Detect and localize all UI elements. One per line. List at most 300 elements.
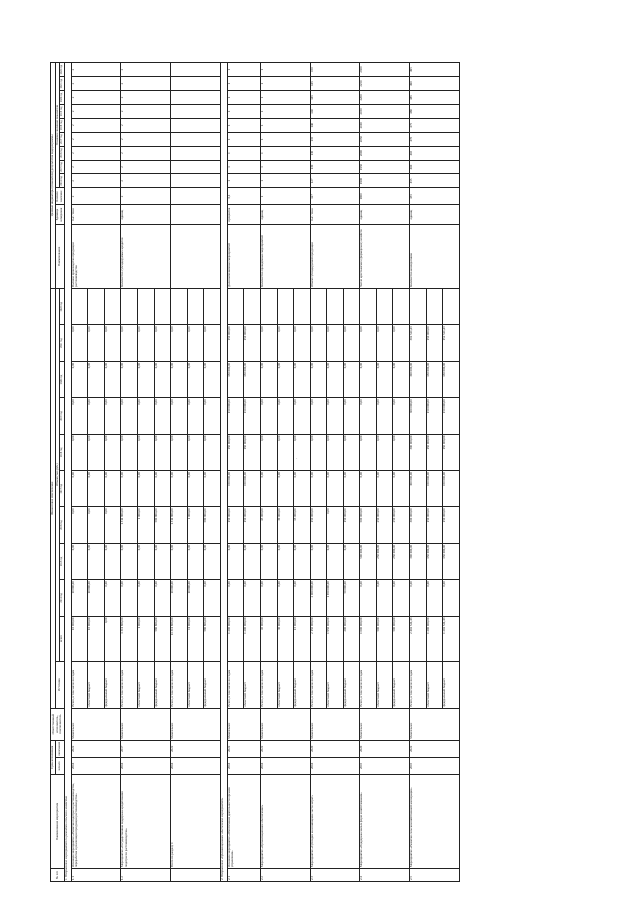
row-amount: 45 000,00	[260, 616, 277, 661]
row-amount-extra	[121, 288, 138, 324]
row-num: 2.3	[310, 869, 360, 882]
col-financing: Финансовое обеспечение	[51, 288, 56, 708]
row-name: Всего по разделу 1	[171, 774, 221, 868]
row-amount: 0,00	[310, 361, 327, 397]
row-amount: 0,00	[88, 471, 105, 507]
row-amount-extra	[104, 288, 121, 324]
row-num: 2.1	[227, 869, 260, 882]
col-ind-year: 2021 год	[60, 77, 65, 91]
row-amount: 0,00	[171, 361, 188, 397]
row-amount: 0,00	[71, 543, 88, 579]
row-unit: тыс. тонн	[310, 205, 360, 224]
landscape-table-wrapper	[50, 62, 460, 882]
row-amount: 1 000,00	[138, 616, 155, 661]
row-name: Основное мероприятие «Обеспечение деятельности органов управления»	[227, 774, 260, 868]
row-amount: 0,00	[327, 325, 344, 361]
col-dates: Срок исполнения	[51, 740, 56, 774]
row-target: 2	[121, 174, 171, 188]
row-amount: 0,00	[294, 434, 311, 470]
row-amount: 0,00	[204, 434, 221, 470]
row-amount: 0,00	[393, 471, 410, 507]
row-amount: 0,00	[426, 580, 443, 616]
row-amount: 0,00	[171, 543, 188, 579]
row-amount: 0,00	[244, 580, 261, 616]
row-amount: 15 000,00	[294, 616, 311, 661]
table-row	[71, 63, 88, 882]
row-amount: 0,00	[294, 325, 311, 361]
row-amount-extra	[171, 288, 188, 324]
row-target: 2	[121, 146, 171, 160]
row-target: 130	[310, 160, 360, 174]
row-amount: 0,00	[104, 507, 121, 543]
row-end: 2020	[310, 740, 360, 757]
col-ind-name: Наименование	[55, 224, 64, 288]
row-amount: 0,00	[187, 325, 204, 361]
row-amount: 580 806,00	[154, 507, 171, 543]
row-target: 1900	[360, 174, 410, 188]
row-source: областной бюджет	[138, 661, 155, 708]
row-indicator: Количество субсидируемых кредитов	[121, 224, 171, 288]
col-executor: Ответственный исполнитель, соисполнитель	[51, 708, 65, 740]
table-row	[410, 63, 427, 882]
row-amount: 250 000,00	[376, 543, 393, 579]
row-amount: 0,00	[138, 471, 155, 507]
row-amount: 150 000,00	[227, 507, 244, 543]
program-table	[50, 62, 460, 882]
row-amount: 10 000,00	[71, 616, 88, 661]
row-target: 2050	[360, 132, 410, 146]
row-amount: 150 000,00	[426, 471, 443, 507]
row-amount: 0,00	[154, 361, 171, 397]
row-amount: 1 200 000,00	[244, 616, 261, 661]
row-amount: 11 000,00	[187, 616, 204, 661]
row-amount: 150 000,00	[244, 471, 261, 507]
row-amount: 0,00	[121, 398, 138, 434]
row-source: Всего, в том числе по годам	[121, 661, 138, 708]
row-name: Мероприятие «Развитие сельскохозяйственной кооперации»	[410, 774, 460, 868]
row-amount: 0,00	[138, 325, 155, 361]
row-target: 135	[310, 132, 360, 146]
row-amount: 0,00	[204, 361, 221, 397]
row-amount: 2 402 521,43	[410, 616, 427, 661]
row-target	[171, 160, 221, 174]
row-amount-extra	[360, 288, 377, 324]
row-target: 2200	[360, 91, 410, 105]
row-amount: 0,00	[71, 471, 88, 507]
row-amount-extra	[244, 288, 261, 324]
row-target	[171, 132, 221, 146]
row-amount: 0,00	[104, 361, 121, 397]
row-end: 2017	[121, 740, 171, 757]
row-amount: 0,00	[310, 325, 327, 361]
row-amount: 500 000,00	[393, 616, 410, 661]
col-fin-year: 2022 год	[60, 288, 65, 324]
row-base: 1900	[360, 188, 410, 205]
row-amount: 150 000,00	[227, 325, 244, 361]
row-target: 2	[71, 91, 121, 105]
row-amount: 0,00	[171, 398, 188, 434]
row-source: федеральный бюджет	[443, 661, 460, 708]
row-amount: 200 000,00	[343, 616, 360, 661]
row-amount: 150 000,00	[227, 434, 244, 470]
row-indicator: Количество проведённых мероприятий	[260, 224, 310, 288]
col-unit: Единица измерения	[55, 205, 64, 224]
row-amount: 0,00	[121, 543, 138, 579]
row-target: 2	[71, 77, 121, 91]
table-row	[227, 63, 244, 882]
row-amount: 0,00	[154, 471, 171, 507]
row-amount: 0,00	[360, 471, 377, 507]
row-executor: Минсельхоз	[260, 708, 310, 740]
col-name: Наименование мероприятия	[51, 774, 65, 868]
row-amount: 50 000,00	[343, 580, 360, 616]
row-amount: 150 000,00	[227, 471, 244, 507]
row-amount: 150 000,00	[443, 507, 460, 543]
row-amount: 150 000,00	[244, 361, 261, 397]
row-target: 2	[121, 118, 171, 132]
row-num: 2.4	[360, 869, 410, 882]
row-indicator	[171, 224, 221, 288]
row-amount: 10 000,00	[71, 580, 88, 616]
row-source: областной бюджет	[277, 661, 294, 708]
row-amount: 0,00	[244, 543, 261, 579]
row-amount: 0,00	[310, 471, 327, 507]
row-amount: 0,00	[121, 434, 138, 470]
row-target: 1	[227, 174, 260, 188]
row-amount: 250 000,00	[393, 543, 410, 579]
row-target: 1	[260, 146, 310, 160]
row-amount: 1 000,00	[187, 507, 204, 543]
row-amount: 0,00	[187, 471, 204, 507]
row-amount: 0,00	[376, 361, 393, 397]
row-amount: 1 311 806,00	[121, 616, 138, 661]
col-ind-year: 2020 год	[60, 91, 65, 105]
row-amount: 0,00	[204, 325, 221, 361]
row-amount-extra	[410, 288, 427, 324]
row-amount: 0,00	[171, 471, 188, 507]
row-amount: 150 000,00	[227, 361, 244, 397]
row-num: 2.5	[410, 869, 460, 882]
row-target: 1	[227, 118, 260, 132]
row-amount: 0,00	[154, 543, 171, 579]
row-amount: 0,00	[227, 580, 244, 616]
row-amount: 0,00	[88, 434, 105, 470]
row-target: 2300	[360, 63, 410, 77]
row-amount: 580 806,00	[204, 507, 221, 543]
row-amount-extra	[204, 288, 221, 324]
row-target: 1	[227, 91, 260, 105]
row-source: областной бюджет	[327, 661, 344, 708]
row-source: Всего, в том числе по годам	[171, 661, 188, 708]
row-amount: 0,00	[88, 543, 105, 579]
row-amount: 0,00	[294, 471, 311, 507]
col-ind-year: 2022 год	[60, 63, 65, 77]
row-base: 0,1	[227, 188, 260, 205]
row-source: Всего, в том числе по годам	[360, 661, 377, 708]
row-amount: 150 000,00	[443, 543, 460, 579]
row-amount: 0,00	[376, 580, 393, 616]
row-target: 2	[121, 132, 171, 146]
row-amount: 0,00	[71, 361, 88, 397]
row-target	[171, 91, 221, 105]
row-target: 455	[410, 174, 460, 188]
col-end: окончание	[55, 740, 64, 757]
row-amount: 500 000,00	[360, 543, 377, 579]
row-amount: 0,00	[327, 543, 344, 579]
row-amount: 0,00	[104, 398, 121, 434]
row-base: 1	[260, 188, 310, 205]
row-name: Основное мероприятие «Развитие подотрасли растениеводства, переработки и реализации продукции растениеводства»	[71, 774, 121, 868]
row-amount-extra	[426, 288, 443, 324]
row-amount: 500 000,00	[376, 616, 393, 661]
row-amount-extra	[376, 288, 393, 324]
row-source: федеральный бюджет	[393, 661, 410, 708]
row-amount: 0,00	[410, 580, 427, 616]
row-source: областной бюджет	[426, 661, 443, 708]
table-row	[171, 63, 188, 882]
row-amount: 150 000,00	[443, 434, 460, 470]
row-unit: процентов	[227, 205, 260, 224]
row-amount: 150 000,00	[426, 543, 443, 579]
row-target: 1	[260, 174, 310, 188]
row-amount: 15 000,00	[294, 507, 311, 543]
row-amount: 150 000,00	[443, 398, 460, 434]
row-source: федеральный бюджет	[294, 661, 311, 708]
row-amount: 0,00	[138, 434, 155, 470]
row-amount: 0,00	[104, 543, 121, 579]
row-start: 2014	[260, 757, 310, 774]
row-target: 1	[260, 104, 310, 118]
row-amount: 0,00	[138, 580, 155, 616]
row-amount-extra	[187, 288, 204, 324]
col-ind-sub: Плановое значение показателя	[55, 63, 60, 188]
row-target: 2250	[360, 77, 410, 91]
row-end: 2022	[171, 740, 221, 757]
row-amount: 0,00	[310, 434, 327, 470]
row-unit	[171, 205, 221, 224]
row-target: 2	[121, 104, 171, 118]
row-amount: 1 200 000,00	[227, 616, 244, 661]
row-amount: 11 311 806,00	[171, 616, 188, 661]
row-start: 2015	[410, 757, 460, 774]
row-source: федеральный бюджет	[154, 661, 171, 708]
col-ind-year: 2018 год	[60, 118, 65, 132]
row-amount-extra	[277, 288, 294, 324]
row-source: Всего, в том числе по годам	[260, 661, 277, 708]
row-target: 1	[260, 91, 310, 105]
row-target: 2000	[360, 146, 410, 160]
row-amount: 0,00	[360, 398, 377, 434]
row-amount: 300 000,00	[410, 507, 427, 543]
row-base: 127	[310, 188, 360, 205]
row-amount: 302 521,43	[410, 325, 427, 361]
row-amount: 0,00	[376, 325, 393, 361]
row-amount: 0,00	[121, 580, 138, 616]
row-amount: 0,00	[310, 398, 327, 434]
row-base: 455	[410, 188, 460, 205]
col-fin-year: 2021 год	[60, 325, 65, 361]
row-source: федеральный бюджет	[204, 661, 221, 708]
row-amount: 0,00	[187, 398, 204, 434]
row-target	[171, 63, 221, 77]
col-ind-year: 2015 год	[60, 160, 65, 174]
table-body	[64, 63, 459, 882]
row-amount: 300 000,00	[410, 361, 427, 397]
col-ind-year: 2014 год	[60, 174, 65, 188]
row-target: 475	[410, 118, 460, 132]
row-amount: 0,00	[376, 434, 393, 470]
row-name: Мероприятие «Государственная поддержка кредитования подотрасли растениеводства»	[121, 774, 171, 868]
row-amount: 0,00	[343, 398, 360, 434]
row-amount: 150 000,00	[426, 325, 443, 361]
row-amount: 10 000,00	[187, 580, 204, 616]
row-base: 2	[121, 188, 171, 205]
row-start: 2014	[171, 757, 221, 774]
row-amount: 0,00	[71, 398, 88, 434]
row-amount-extra	[327, 288, 344, 324]
row-amount: 0,00	[294, 361, 311, 397]
col-ind-year: 2017 год	[60, 132, 65, 146]
row-amount: 0,00	[294, 543, 311, 579]
row-amount: 1 950 000,00	[327, 580, 344, 616]
row-amount: 1 000 000,00	[360, 616, 377, 661]
row-amount: 0,00	[204, 398, 221, 434]
row-amount: 0,00	[393, 361, 410, 397]
row-indicator: Количество кооперативов	[410, 224, 460, 288]
row-target: 460	[410, 160, 460, 174]
row-amount: 0,00	[277, 361, 294, 397]
row-amount: 580 806,00	[154, 616, 171, 661]
row-end: 2022	[260, 740, 310, 757]
row-amount: 300 000,00	[410, 434, 427, 470]
row-amount: 0,00	[171, 325, 188, 361]
row-amount: 150 000,00	[244, 507, 261, 543]
row-base: 2	[71, 188, 121, 205]
row-amount: 2 150 000,00	[310, 616, 327, 661]
row-amount: 0,00	[104, 580, 121, 616]
row-target: 1	[227, 132, 260, 146]
col-fin-year: 2014 год	[60, 580, 65, 616]
row-amount: 45 000,00	[260, 507, 277, 543]
row-amount: 580 806,00	[204, 616, 221, 661]
row-amount: 0,00	[104, 471, 121, 507]
row-num: 1.2	[121, 869, 171, 882]
row-amount: 0,00	[327, 471, 344, 507]
row-unit: тыс. тонн	[71, 205, 121, 224]
col-total: всего	[60, 616, 65, 661]
row-amount: 0,00	[277, 543, 294, 579]
row-amount: 0,00	[71, 434, 88, 470]
row-executor: Минсельхоз	[71, 708, 121, 740]
row-target	[171, 77, 221, 91]
row-amount: 152 521,43	[443, 325, 460, 361]
row-amount: 0,00	[88, 361, 105, 397]
row-amount: 0,00	[277, 580, 294, 616]
row-amount: 1 311 806,00	[121, 507, 138, 543]
row-target: 2100	[360, 118, 410, 132]
row-executor: Минсельхоз	[171, 708, 221, 740]
row-amount: 0,00	[277, 325, 294, 361]
row-amount: 0,00	[327, 361, 344, 397]
row-target: 2	[71, 132, 121, 146]
table-row	[360, 63, 377, 882]
row-amount: 30 000,00	[277, 507, 294, 543]
row-source: Всего, в том числе по годам	[71, 661, 88, 708]
row-amount: 1 950 000,00	[327, 616, 344, 661]
row-amount: 0,00	[294, 398, 311, 434]
row-target: 2	[121, 91, 171, 105]
row-source: федеральный бюджет	[343, 661, 360, 708]
row-target: 150	[310, 63, 360, 77]
row-amount: 10 000,00	[88, 580, 105, 616]
row-target: 1	[227, 63, 260, 77]
row-end: 2022	[71, 740, 121, 757]
row-amount: 0,00	[187, 434, 204, 470]
row-amount: 0,00	[376, 471, 393, 507]
row-amount: 0,00	[393, 434, 410, 470]
row-amount: 150 000,00	[343, 507, 360, 543]
col-base: Базовое значение	[55, 188, 64, 205]
row-amount-extra	[260, 288, 277, 324]
row-amount: 0,00	[277, 434, 294, 470]
col-indicators: Целевые индикаторы (показатели) результатов подпрограммы	[51, 63, 56, 289]
row-amount: 250 000,00	[376, 507, 393, 543]
row-amount: 0,00	[138, 361, 155, 397]
row-start: 2014	[310, 757, 360, 774]
row-amount: 500 000,00	[360, 507, 377, 543]
row-amount: 0,00	[154, 398, 171, 434]
row-amount: 0,00	[171, 434, 188, 470]
row-indicator: Число крестьянских (фермерских) хозяйств	[360, 224, 410, 288]
row-num	[171, 869, 221, 882]
row-amount: 150 000,00	[244, 434, 261, 470]
row-amount: 0,00	[260, 361, 277, 397]
col-fin-year: 2016 год	[60, 507, 65, 543]
row-indicator: Валовое производство продукции растениеводства	[71, 224, 121, 288]
row-amount: 0,00	[187, 543, 204, 579]
row-target: 2	[121, 77, 171, 91]
row-target: 1	[227, 77, 260, 91]
table-row	[260, 63, 277, 882]
row-amount-extra	[88, 288, 105, 324]
rotated-sheet	[50, 62, 460, 882]
col-fin-year: 2015 год	[60, 543, 65, 579]
row-target: 2	[71, 104, 121, 118]
row-amount: 0,00	[327, 507, 344, 543]
row-amount: 0,00	[121, 471, 138, 507]
row-amount: 0,00	[360, 580, 377, 616]
row-target: 480	[410, 104, 460, 118]
row-target: 495	[410, 63, 460, 77]
row-amount: 0,00	[88, 507, 105, 543]
row-amount: 0,00	[327, 434, 344, 470]
row-amount-extra	[294, 288, 311, 324]
row-amount: 0,00	[360, 325, 377, 361]
row-amount: 300 000,00	[410, 398, 427, 434]
row-start: 2014	[71, 757, 121, 774]
row-end: 2020	[360, 740, 410, 757]
section-title: 2. Направление «Организационное обеспечение мероприятий»	[220, 63, 227, 882]
row-target: 145	[310, 77, 360, 91]
row-source: областной бюджет	[376, 661, 393, 708]
row-unit: единиц	[260, 205, 310, 224]
row-amount: 0,00	[71, 325, 88, 361]
col-fin-sub: Объем (тыс.руб.)	[55, 288, 60, 661]
row-amount: 0,00	[376, 398, 393, 434]
row-source: Всего, в том числе по годам	[410, 661, 427, 708]
row-target: 2	[71, 174, 121, 188]
row-source: областной бюджет	[88, 661, 105, 708]
